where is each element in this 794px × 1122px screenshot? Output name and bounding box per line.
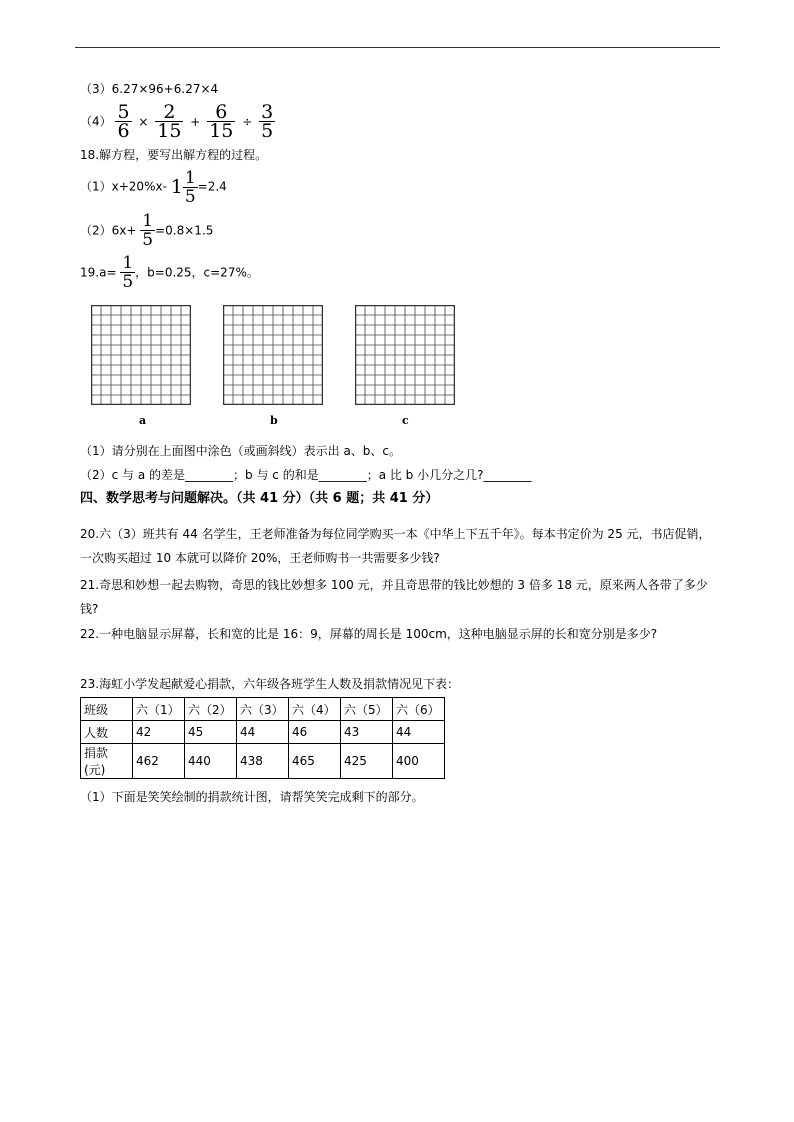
table-row: 人数 42 45 44 46 43 44 (81, 721, 445, 744)
q17-item4 (80, 101, 275, 142)
grid-c[interactable] (355, 305, 455, 405)
q18-title: 18.解方程，要写出解方程的过程。 (80, 148, 268, 162)
table-row: 捐款(元) 462 440 438 465 425 400 (81, 744, 445, 779)
expression: 6.27×96+6.27×4 (111, 82, 219, 96)
grid-label-c: c (402, 414, 409, 427)
grid-a[interactable] (91, 305, 191, 405)
item-number: （4） (80, 114, 112, 129)
header-rule (75, 47, 720, 48)
q23-title: 23.海虹小学发起献爱心捐款，六年级各班学生人数及捐款情况见下表： (80, 677, 460, 691)
q18-item1: （1）x+20%x- 1 $\frac{1}{5}$ =2.4 (80, 167, 227, 207)
q22: 22.一种电脑显示屏幕，长和宽的比是 16：9，屏幕的周长是 100cm，这种电脑显示屏的长和宽分别是多少? (80, 627, 658, 641)
fraction: $\frac{2}{15}$ (157, 101, 182, 142)
donation-table (80, 697, 445, 779)
fraction: $\frac{5}{6}$ (117, 101, 130, 142)
operator: ÷ (242, 114, 253, 129)
q19-sub1: （1）请分别在上面图中涂色（或画斜线）表示出 a、b、c。 (80, 444, 402, 458)
mixed-number: 1 $\frac{1}{5}$ (170, 167, 196, 207)
fraction: $\frac{6}{15}$ (209, 101, 234, 142)
q21: 21.奇思和妙想一起去购物，奇思的钱比妙想多 100 元，并且奇思带的钱比妙想的 3 倍多 18 元，原来两人各带了多少钱? (80, 578, 708, 616)
grid-b[interactable] (223, 305, 323, 405)
fraction: $\frac{1}{5}$ (142, 211, 154, 250)
item-number: （3） (80, 82, 112, 96)
q20: 20.六（3）班共有 44 名学生，王老师准备为每位同学购买一本《中华上下五千年》。每本书定价为 25 元，书店促销，一次购买超过 10 本就可以降价 20%，王老师购书一共需要多少钱? (80, 527, 711, 565)
grid-label-a: a (139, 414, 147, 427)
table-row: 班级 六（1） 六（2） 六（3） 六（4） 六（5） 六（6） (81, 698, 445, 721)
q18-item2: （2）6x+ $\frac{1}{5}$ =0.8×1.5 (80, 211, 214, 250)
q19-sub2: （2）c 与 a 的差是________；b 与 c 的和是________；a 比 b 小几分之几?________ (80, 468, 532, 482)
q19-stem: 19.a= $\frac{1}{5}$ ，b=0.25，c=27%。 (80, 253, 259, 292)
operator: + (190, 114, 201, 129)
q17-item3 (80, 82, 218, 96)
section-heading: 四、数学思考与问题解决。（共 41 分）（共 6 题；共 41 分） (80, 491, 439, 506)
q23-sub1: （1）下面是笑笑绘制的捐款统计图，请帮笑笑完成剩下的部分。 (80, 790, 424, 804)
fraction: $\frac{1}{5}$ (122, 253, 134, 292)
operator: × (138, 114, 149, 129)
grid-label-b: b (270, 414, 278, 427)
fraction: $\frac{3}{5}$ (261, 101, 274, 142)
